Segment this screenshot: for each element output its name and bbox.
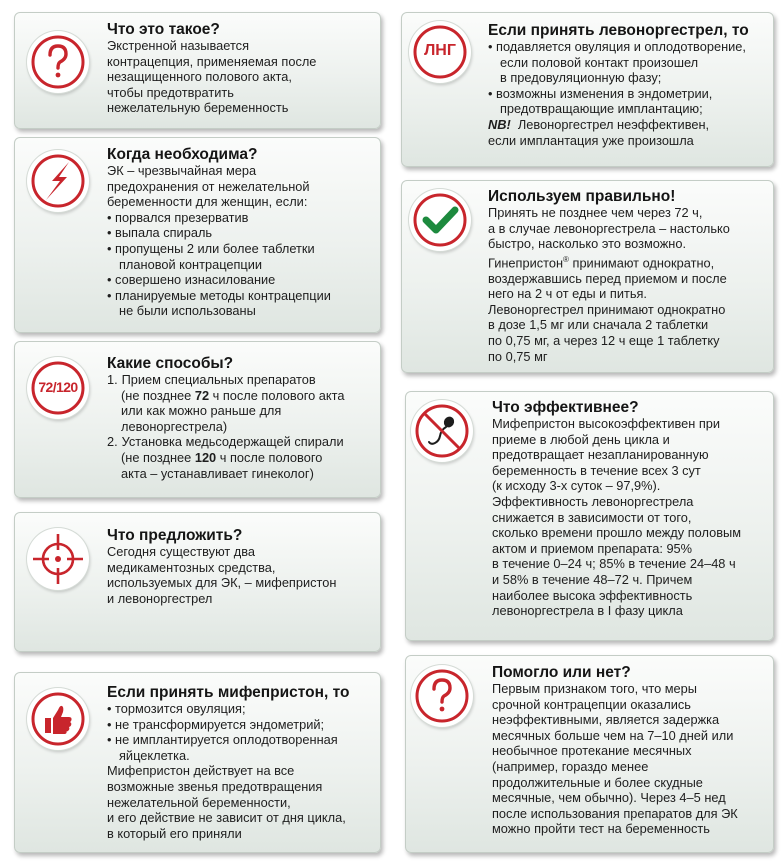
helped-line: (например, гораздо менее <box>492 758 649 774</box>
helped-line: продолжительные и более скудные <box>492 774 703 790</box>
offer-line: и левоноргестрел <box>107 590 213 606</box>
offer-line: Сегодня существуют два <box>107 544 256 559</box>
correct-title: Используем правильно! <box>488 188 676 205</box>
what-line: чтобы предотвратить <box>107 84 234 100</box>
card-correct-use <box>401 180 774 373</box>
correct-line: быстро, насколько это возможно. <box>488 236 687 252</box>
lng-title: Если принять левоноргестрел, то <box>488 22 749 39</box>
crosshair-target-icon <box>27 528 89 590</box>
when-title: Когда необходима? <box>107 146 258 163</box>
mife-list-item: • не трансформируется эндометрий; <box>107 716 325 732</box>
mife-tail: в который его приняли <box>107 825 242 841</box>
correct-line: него на 2 ч от еды и питья. <box>488 286 647 302</box>
offer-line: используемых для ЭК, – мифепристон <box>107 575 337 591</box>
effective-line: (к исходу 3-х суток – 97,9%). <box>492 478 661 494</box>
bullet-icon: • <box>488 39 497 54</box>
effective-line: левоноргестрела в I фазу цикла <box>492 603 683 619</box>
checkmark-badge <box>409 189 471 251</box>
checkmark-icon <box>409 189 471 251</box>
lng-list-item: • возможны изменения в эндометрии, <box>488 85 713 101</box>
when-list-item: • совершено изнасилование <box>107 272 276 288</box>
correct-line: по 0,75 мг, а через 12 ч еще 1 таблетку <box>488 333 720 349</box>
helped-line: можно пройти тест на беременность <box>492 821 710 837</box>
bullet-icon: • <box>107 716 116 732</box>
helped-line: после использования препаратов для ЭК <box>492 805 738 821</box>
when-list-item: • планируемые методы контрацепции <box>107 287 331 303</box>
question-mark-icon <box>411 665 473 727</box>
target-badge <box>27 528 89 590</box>
offer-text <box>107 527 336 606</box>
lng-badge-label: ЛНГ <box>424 42 456 59</box>
question-mark-badge <box>27 31 89 93</box>
what-text <box>107 21 316 116</box>
card-offer <box>14 512 381 652</box>
correct-line: Левоноргестрел принимают однократно <box>488 301 726 317</box>
effective-line: Мифепристон высокоэффективен при <box>492 416 721 431</box>
helped-line: месячные, чем обычно). Через 4–5 нед <box>492 790 726 806</box>
lng-nb-line: если имплантация уже произошла <box>488 132 694 148</box>
method-item-cont: левоноргестрела) <box>121 418 228 434</box>
lng-list-item-cont: предотвращающие имплантацию; <box>500 101 703 117</box>
offer-line: медикаментозных средства, <box>107 559 276 575</box>
what-line: нежелательную беременность <box>107 100 289 116</box>
effective-line: и 58% в течение 48–72 ч. Причем <box>492 571 693 587</box>
helped-line: срочной контрацепции оказались <box>492 696 691 712</box>
bullet-icon: • <box>107 732 116 748</box>
correct-line: воздержавшись перед приемом и после <box>488 270 727 286</box>
bullet-icon: • <box>107 225 116 241</box>
hours-badge-label: 72/120 <box>38 379 78 395</box>
when-list-item-cont: не были использованы <box>119 303 256 319</box>
methods-title: Какие способы? <box>107 355 234 372</box>
when-intro: ЭК – чрезвычайная мера <box>107 163 257 178</box>
method-item: 1. Прием специальных препаратов <box>107 372 316 387</box>
effective-line: приеме в любой день цикла и <box>492 431 670 447</box>
effective-line: в течение 0–24 ч; 85% в течение 24–48 ч <box>492 556 736 572</box>
card-helped-or-not <box>405 655 774 853</box>
methods-text <box>107 355 344 481</box>
helped-line: месячных больше чем на 7–10 дней или <box>492 727 734 743</box>
when-intro: предохранения от нежелательной <box>107 178 310 194</box>
mife-tail: и его действие не зависит от дня цикла, <box>107 810 346 826</box>
effective-line: Эффективность левоноргестрела <box>492 493 694 509</box>
bullet-icon: • <box>107 272 116 288</box>
helped-line: неэффективными, является задержка <box>492 712 720 728</box>
method-item: 2. Установка медьсодержащей спирали <box>107 434 344 450</box>
mife-text <box>107 684 349 841</box>
card-what-is-it <box>14 12 381 129</box>
question-mark-icon <box>27 31 89 93</box>
when-list-item-cont: плановой контрацепции <box>119 256 263 272</box>
bullet-icon: • <box>107 701 116 716</box>
what-title: Что это такое? <box>107 21 220 38</box>
card-levonorgestrel <box>401 12 774 167</box>
offer-title: Что предложить? <box>107 527 243 544</box>
lng-badge <box>409 21 471 83</box>
helped-text <box>492 664 738 837</box>
lng-list-item: • подавляется овуляция и оплодотворение, <box>488 39 746 54</box>
lng-list-item-cont: если половой контакт произошел <box>500 54 699 70</box>
question-mark-badge <box>411 665 473 727</box>
lng-text <box>488 22 749 148</box>
method-item-cont: (не позднее 72 ч после полового акта <box>121 387 345 403</box>
when-intro: беременности для женщин, если: <box>107 194 308 210</box>
lightning-icon <box>27 150 89 212</box>
when-list-item: • выпала спираль <box>107 225 213 241</box>
card-methods <box>14 341 381 498</box>
helped-line: необычное протекание месячных <box>492 743 692 759</box>
lng-nb-line: NB! Левоноргестрел неэффективен, <box>488 116 710 132</box>
when-text <box>107 146 331 319</box>
correct-line: в дозе 1,5 мг или сначала 2 таблетки <box>488 317 709 333</box>
effective-line: сколько времени прошло между половым <box>492 525 741 541</box>
method-item-cont: или как можно раньше для <box>121 403 282 419</box>
effective-line: актом и приемом препарата: 95% <box>492 540 693 556</box>
lightning-badge <box>27 150 89 212</box>
mife-list-item: • тормозится овуляция; <box>107 701 246 716</box>
card-when-needed <box>14 137 381 333</box>
no-sperm-icon <box>411 400 473 462</box>
what-line: Экстренной называется <box>107 38 250 53</box>
mife-list-item-cont: яйцеклетка. <box>119 747 190 763</box>
correct-line: Гинепристон® принимают однократно, <box>488 254 715 271</box>
mife-list-item: • не имплантируется оплодотворенная <box>107 732 338 748</box>
lng-list-item-cont: в предовуляционную фазу; <box>500 70 662 86</box>
bullet-icon: • <box>107 240 116 256</box>
correct-line: а в случае левоноргестрела – настолько <box>488 220 730 236</box>
bullet-icon: • <box>107 287 116 303</box>
effective-line: снижается в зависимости от того, <box>492 509 692 525</box>
mife-title: Если принять мифепристон, то <box>107 684 350 701</box>
card-mifepristone <box>14 672 381 853</box>
correct-text <box>488 188 730 364</box>
card-more-effective <box>405 391 774 641</box>
correct-line: по 0,75 мг <box>488 348 548 364</box>
thumbs-up-badge <box>27 688 89 750</box>
when-list-item: • порвался презерватив <box>107 209 249 225</box>
what-line: контрацепция, применяемая после <box>107 53 317 69</box>
effective-line: беременность в течение всех 3 сут <box>492 462 701 478</box>
mife-tail: Мифепристон действует на все <box>107 763 295 779</box>
nb-label: NB! <box>488 116 511 132</box>
bullet-icon: • <box>107 209 116 225</box>
effective-line: наиболее высока эффективность <box>492 587 693 603</box>
what-line: незащищенного полового акта, <box>107 69 292 85</box>
no-sperm-badge <box>411 400 473 462</box>
correct-line: Принять не позднее чем через 72 ч, <box>488 205 703 220</box>
mife-tail: нежелательной беременности, <box>107 794 291 810</box>
helped-line: Первым признаком того, что меры <box>492 681 697 696</box>
method-item-cont: акта – устанавливает гинеколог) <box>121 465 314 481</box>
method-item-cont: (не позднее 120 ч после полового <box>121 449 323 465</box>
effective-line: предотвращает незапланированную <box>492 447 709 463</box>
helped-title: Помогло или нет? <box>492 664 631 681</box>
hours-badge <box>27 357 89 419</box>
when-list-item: • пропущены 2 или более таблетки <box>107 240 315 256</box>
thumbs-up-icon <box>27 688 89 750</box>
effective-text <box>492 399 741 619</box>
mife-tail: возможные звенья предотвращения <box>107 778 323 794</box>
bullet-icon: • <box>488 85 497 101</box>
effective-title: Что эффективнее? <box>492 399 639 416</box>
